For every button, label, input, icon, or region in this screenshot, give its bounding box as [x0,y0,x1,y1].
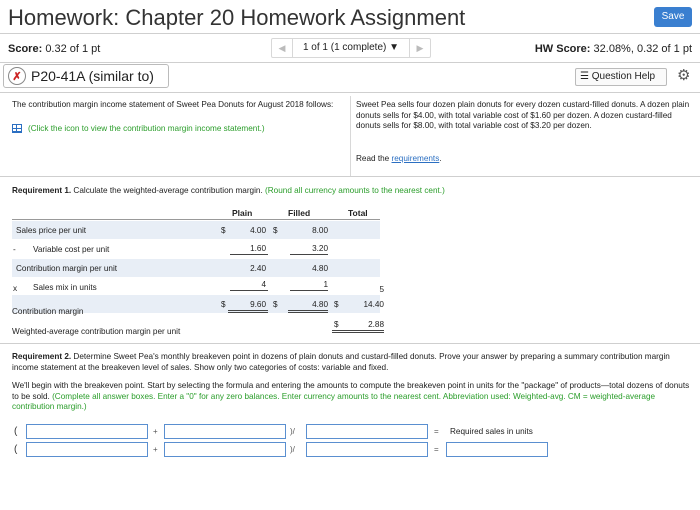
weighted-avg-total: 2.88 [368,320,384,329]
divide-sign: )/ [290,427,295,436]
cm-per-unit-plain: 2.40 [250,264,266,273]
total-double-line [332,332,384,333]
contribution-margin-filled: 4.80 [312,300,328,309]
row-label-cm-per-unit: Contribution margin per unit [16,264,118,273]
sales-price-plain: 4.00 [250,226,266,235]
row-label-sales-price: Sales price per unit [16,226,87,235]
sales-mix-filled: 1 [323,280,328,289]
read-the-text: Read the [356,154,392,163]
partial-credit-icon: ✗ [8,67,26,85]
requirement-1-heading [12,186,445,195]
row-label-contribution-margin: Contribution margin [12,307,84,316]
contribution-margin-plain: 9.60 [250,300,266,309]
formula-term-1-select[interactable] [26,424,148,439]
hw-score-value: 32.08%, 0.32 of 1 pt [593,43,692,55]
hw-score-display [535,43,692,55]
minus-sign: - [13,245,16,254]
contribution-margin-total: 14.40 [363,300,384,309]
table-bottom-divider [0,343,700,344]
plus-sign: + [153,427,158,436]
problem-id-box [3,64,169,88]
problem-divider [0,92,700,93]
requirement-1-label: Requirement 1. [12,186,72,195]
variable-cost-filled: 3.20 [312,244,328,253]
formula-value-2-input[interactable] [164,442,286,457]
gear-icon[interactable]: ⚙ [677,67,691,84]
total-double-line [332,330,384,331]
dollar-sign: $ [334,320,339,329]
income-statement-intro: The contribution margin income statement of Sweet Pea Donuts for August 2018 follows: [12,100,334,109]
formula-value-1-input[interactable] [26,442,148,457]
sales-mix-plain: 4 [261,280,266,289]
income-statement-link[interactable] [12,124,265,133]
sales-mix-total: 5 [379,285,384,294]
filled-mix-line [290,290,328,291]
divide-sign: )/ [290,445,295,454]
scorebar-divider [0,62,700,63]
dollar-sign: $ [334,300,339,309]
question-navigator [271,38,431,58]
plain-mix-line [230,290,268,291]
row-label-weighted-avg: Weighted-average contribution margin per unit [12,327,181,336]
plain-double-line [228,310,268,311]
open-paren: ( [14,444,18,455]
score-label: Score: [8,43,43,55]
instructions-text: We'll begin with the breakeven point. Start by selecting the formula and entering the amounts to compute the breakeven point in units for the "package" of products—total dozens of donuts to be sold. [12,381,690,401]
score-display [8,43,100,55]
read-requirements [356,154,442,163]
page-title: Homework: Chapter 20 Homework Assignment [8,5,466,30]
requirement-2-heading [12,352,692,373]
filled-double-line [288,310,328,311]
content-divider [0,176,700,177]
period-text: . [439,154,442,163]
question-help-label: Question Help [591,71,656,82]
instructions-note: (Complete all answer boxes. Enter a "0" for any zero balances. Enter currency amounts to the nearest cent. Abbreviation used: Weighted-avg. CM = weighted-average contribution margin.) [12,391,656,411]
question-position: 1 of 1 (1 complete) [302,42,387,53]
header-divider [0,33,700,34]
header-underline [12,219,380,220]
equals-sign: = [434,445,439,454]
problem-description: Sweet Pea sells four dozen plain donuts for every dozen custard-filled donuts. A dozen plain donuts sells for $4.00, with total variable cost of $1.60 per dozen. A dozen custard-filled donuts sells for $8.00, with total variable cost of $3.20 per dozen. [356,100,690,130]
requirement-2-label: Requirement 2. [12,352,72,361]
score-value: 0.32 of 1 pt [45,43,101,55]
plain-double-line [228,312,268,313]
question-help-button[interactable] [575,68,667,86]
prev-question-button[interactable]: ◀ [278,43,286,53]
dollar-sign: $ [273,226,278,235]
plain-subtotal-line [230,254,268,255]
formula-term-2-select[interactable] [164,424,286,439]
income-statement-link-text: (Click the icon to view the contribution margin income statement.) [28,124,265,133]
panel-divider [350,96,351,176]
formula-value-3-input[interactable] [306,442,428,457]
requirement-2-instructions [12,381,692,413]
hw-score-label: HW Score: [534,43,591,55]
chevron-down-icon: ▼ [389,42,400,53]
column-header-plain: Plain [232,208,253,218]
filled-double-line [288,312,328,313]
formula-term-3-select[interactable] [306,424,428,439]
open-paren: ( [14,426,18,437]
result-label: Required sales in units [450,427,533,436]
dollar-sign: $ [221,226,226,235]
filled-subtotal-line [290,254,328,255]
requirement-1-note: (Round all currency amounts to the nearest cent.) [265,186,445,195]
result-input[interactable] [446,442,548,457]
plus-sign: + [153,445,158,454]
table-icon[interactable] [12,124,22,133]
row-label-variable-cost: Variable cost per unit [33,245,110,254]
requirements-link[interactable]: requirements [391,154,440,163]
list-icon: ☰ [580,71,589,82]
dollar-sign: $ [221,300,226,309]
cm-per-unit-filled: 4.80 [312,264,328,273]
sales-price-filled: 8.00 [312,226,328,235]
question-selector[interactable] [292,39,410,57]
requirement-2-text: Determine Sweet Pea's monthly breakeven point in dozens of plain donuts and custard-filled donuts. Prove your answer by preparing a summary contribution margin income statement at the breakeven level of sales. Show only two categories of costs: variable and fixed. [12,352,670,372]
problem-id: P20-41A (similar to) [31,68,154,84]
dollar-sign: $ [273,300,278,309]
column-header-filled: Filled [288,208,311,218]
equals-sign: = [434,427,439,436]
save-button[interactable]: Save [654,7,692,27]
requirement-1-text: Calculate the weighted-average contribution margin. [71,186,266,195]
row-label-sales-mix: Sales mix in units [33,283,97,292]
column-header-total: Total [348,208,368,218]
multiply-sign: x [13,284,18,293]
next-question-button[interactable]: ▶ [416,43,424,53]
variable-cost-plain: 1.60 [250,244,266,253]
